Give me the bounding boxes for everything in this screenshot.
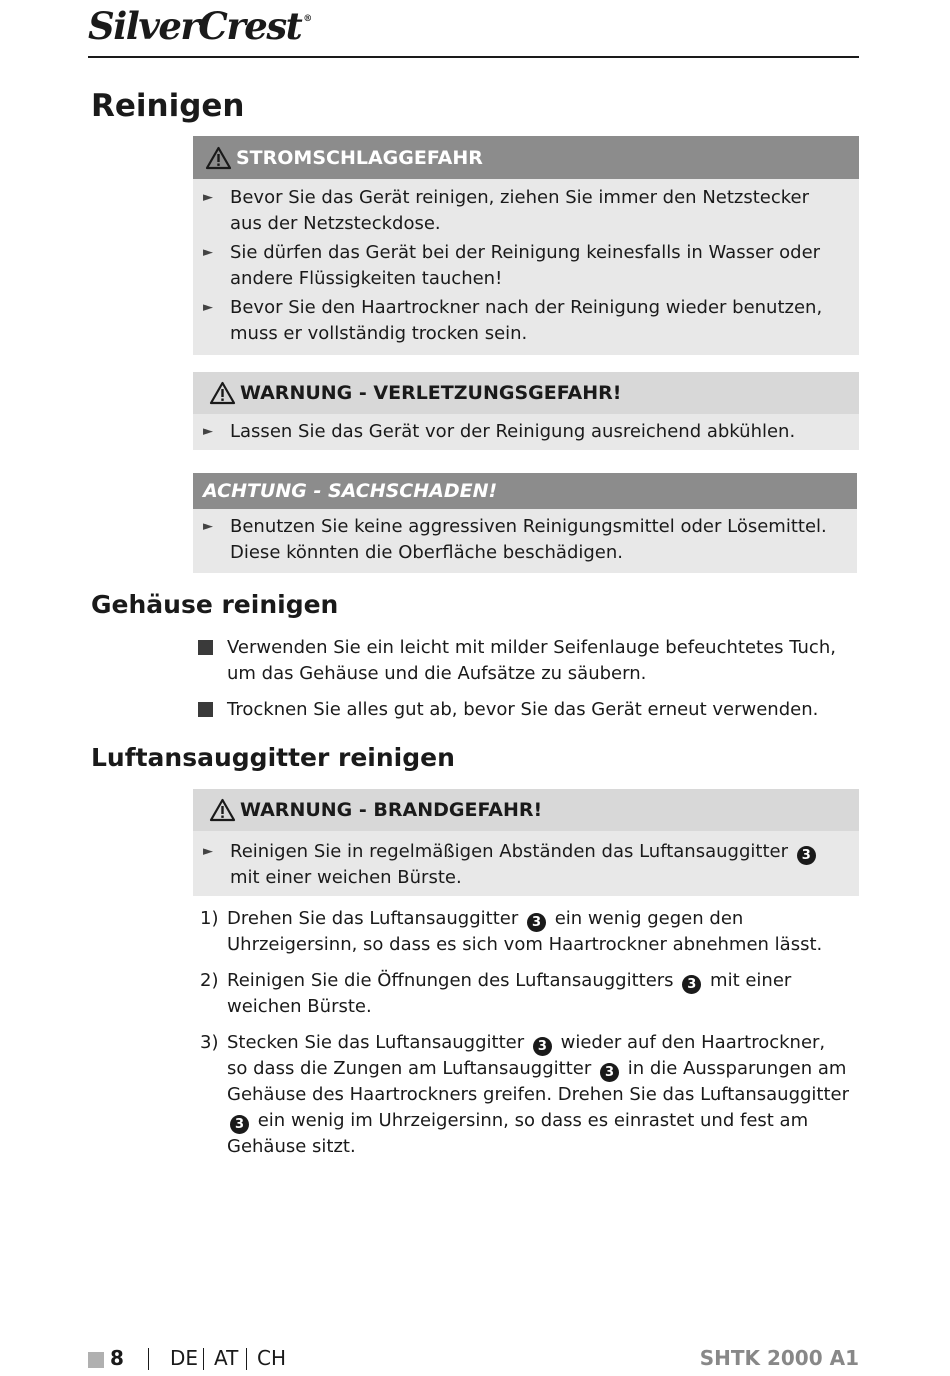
- divider: [246, 1348, 247, 1370]
- arrow-bullet-icon: ►: [203, 300, 213, 315]
- part-ref-badge: 3: [682, 975, 701, 994]
- arrow-bullet-icon: ►: [203, 190, 213, 205]
- warning-triangle-icon: [205, 146, 232, 170]
- part-ref-badge: 3: [600, 1063, 619, 1082]
- warning-triangle-icon: [209, 798, 236, 822]
- part-ref-badge: 3: [230, 1115, 249, 1134]
- list-item: Trocknen Sie alles gut ab, bevor Sie das Gerät erneut verwenden.: [198, 697, 848, 723]
- arrow-bullet-icon: ►: [203, 424, 213, 439]
- part-ref-badge: 3: [797, 846, 816, 865]
- model-number: SHTK 2000 A1: [699, 1346, 859, 1370]
- list-item: Verwenden Sie ein leicht mit milder Seifenlauge befeuchtetes Tuch, um das Gehäuse und die Aufsätze zu säubern.: [198, 635, 848, 687]
- page-title: Reinigen: [91, 88, 245, 124]
- square-bullet-icon: [198, 640, 213, 655]
- square-bullet-icon: [198, 702, 213, 717]
- electric-shock-warning-box: [193, 136, 859, 355]
- box-heading: WARNUNG - VERLETZUNGSGEFAHR!: [193, 372, 859, 414]
- injury-warning-box: [193, 372, 859, 450]
- step-item: 2) Reinigen Sie die Öffnungen des Luftansauggitters 3 mit einer weichen Bürste.: [200, 970, 792, 1017]
- language-label: DE: [170, 1346, 199, 1370]
- step-item: 1) Drehen Sie das Luftansauggitter 3 ein wenig gegen den Uhrzeigersinn, so dass es sich vom Haartrockner abnehmen lässt.: [200, 908, 823, 955]
- brand-logo: SilverCrest ®: [88, 4, 311, 48]
- divider: [148, 1348, 149, 1370]
- footer-square-icon: [88, 1352, 104, 1368]
- box-heading: WARNUNG - BRANDGEFAHR!: [193, 789, 859, 831]
- language-label: CH: [257, 1346, 287, 1370]
- box-heading: ACHTUNG - SACHSCHADEN!: [193, 473, 857, 509]
- part-ref-badge: 3: [533, 1037, 552, 1056]
- step-item: 3) Stecken Sie das Luftansauggitter 3 wieder auf den Haartrockner, so dass die Zungen am Luftansauggitter 3 in die Aussparungen am Gehäuse des Haartrockners greifen. Drehen Sie das Luftansauggitter 3 ein wenig im Uhrzeigersinn, so dass es einrastet und fest am Gehäuse sitzt.: [200, 1032, 850, 1157]
- language-label: AT: [214, 1346, 239, 1370]
- housing-list: [198, 635, 848, 733]
- list-item: ► Bevor Sie den Haartrockner nach der Reinigung wieder benutzen, muss er vollständig trocken sein.: [203, 295, 843, 347]
- page-footer: [88, 1346, 859, 1376]
- divider: [203, 1348, 204, 1370]
- list-item: ► Sie dürfen das Gerät bei der Reinigung keinesfalls in Wasser oder andere Flüssigkeiten tauchen!: [203, 240, 843, 292]
- grille-steps: [200, 906, 850, 1170]
- arrow-bullet-icon: ►: [203, 519, 213, 534]
- arrow-bullet-icon: ►: [203, 245, 213, 260]
- list-item: ► Benutzen Sie keine aggressiven Reinigungsmittel oder Lösemittel. Diese könnten die Oberfläche beschädigen.: [203, 514, 841, 566]
- section-heading-grille: Luftansauggitter reinigen: [91, 743, 455, 772]
- section-heading-housing: Gehäuse reinigen: [91, 590, 339, 619]
- warning-triangle-icon: [209, 381, 236, 405]
- list-item: ► Lassen Sie das Gerät vor der Reinigung ausreichend abkühlen.: [203, 419, 843, 445]
- arrow-bullet-icon: ►: [203, 844, 213, 859]
- fire-warning-box: [193, 789, 859, 896]
- property-damage-box: [193, 473, 857, 573]
- box-heading: STROMSCHLAGGEFAHR: [193, 136, 859, 179]
- list-item: ► Reinigen Sie in regelmäßigen Abständen das Luftansauggitter 3 mit einer weichen Bürste.: [203, 839, 843, 891]
- part-ref-badge: 3: [527, 913, 546, 932]
- list-item: ► Bevor Sie das Gerät reinigen, ziehen Sie immer den Netzstecker aus der Netzsteckdose.: [203, 185, 843, 237]
- page-number: 8: [110, 1346, 124, 1370]
- header-rule: [88, 56, 859, 58]
